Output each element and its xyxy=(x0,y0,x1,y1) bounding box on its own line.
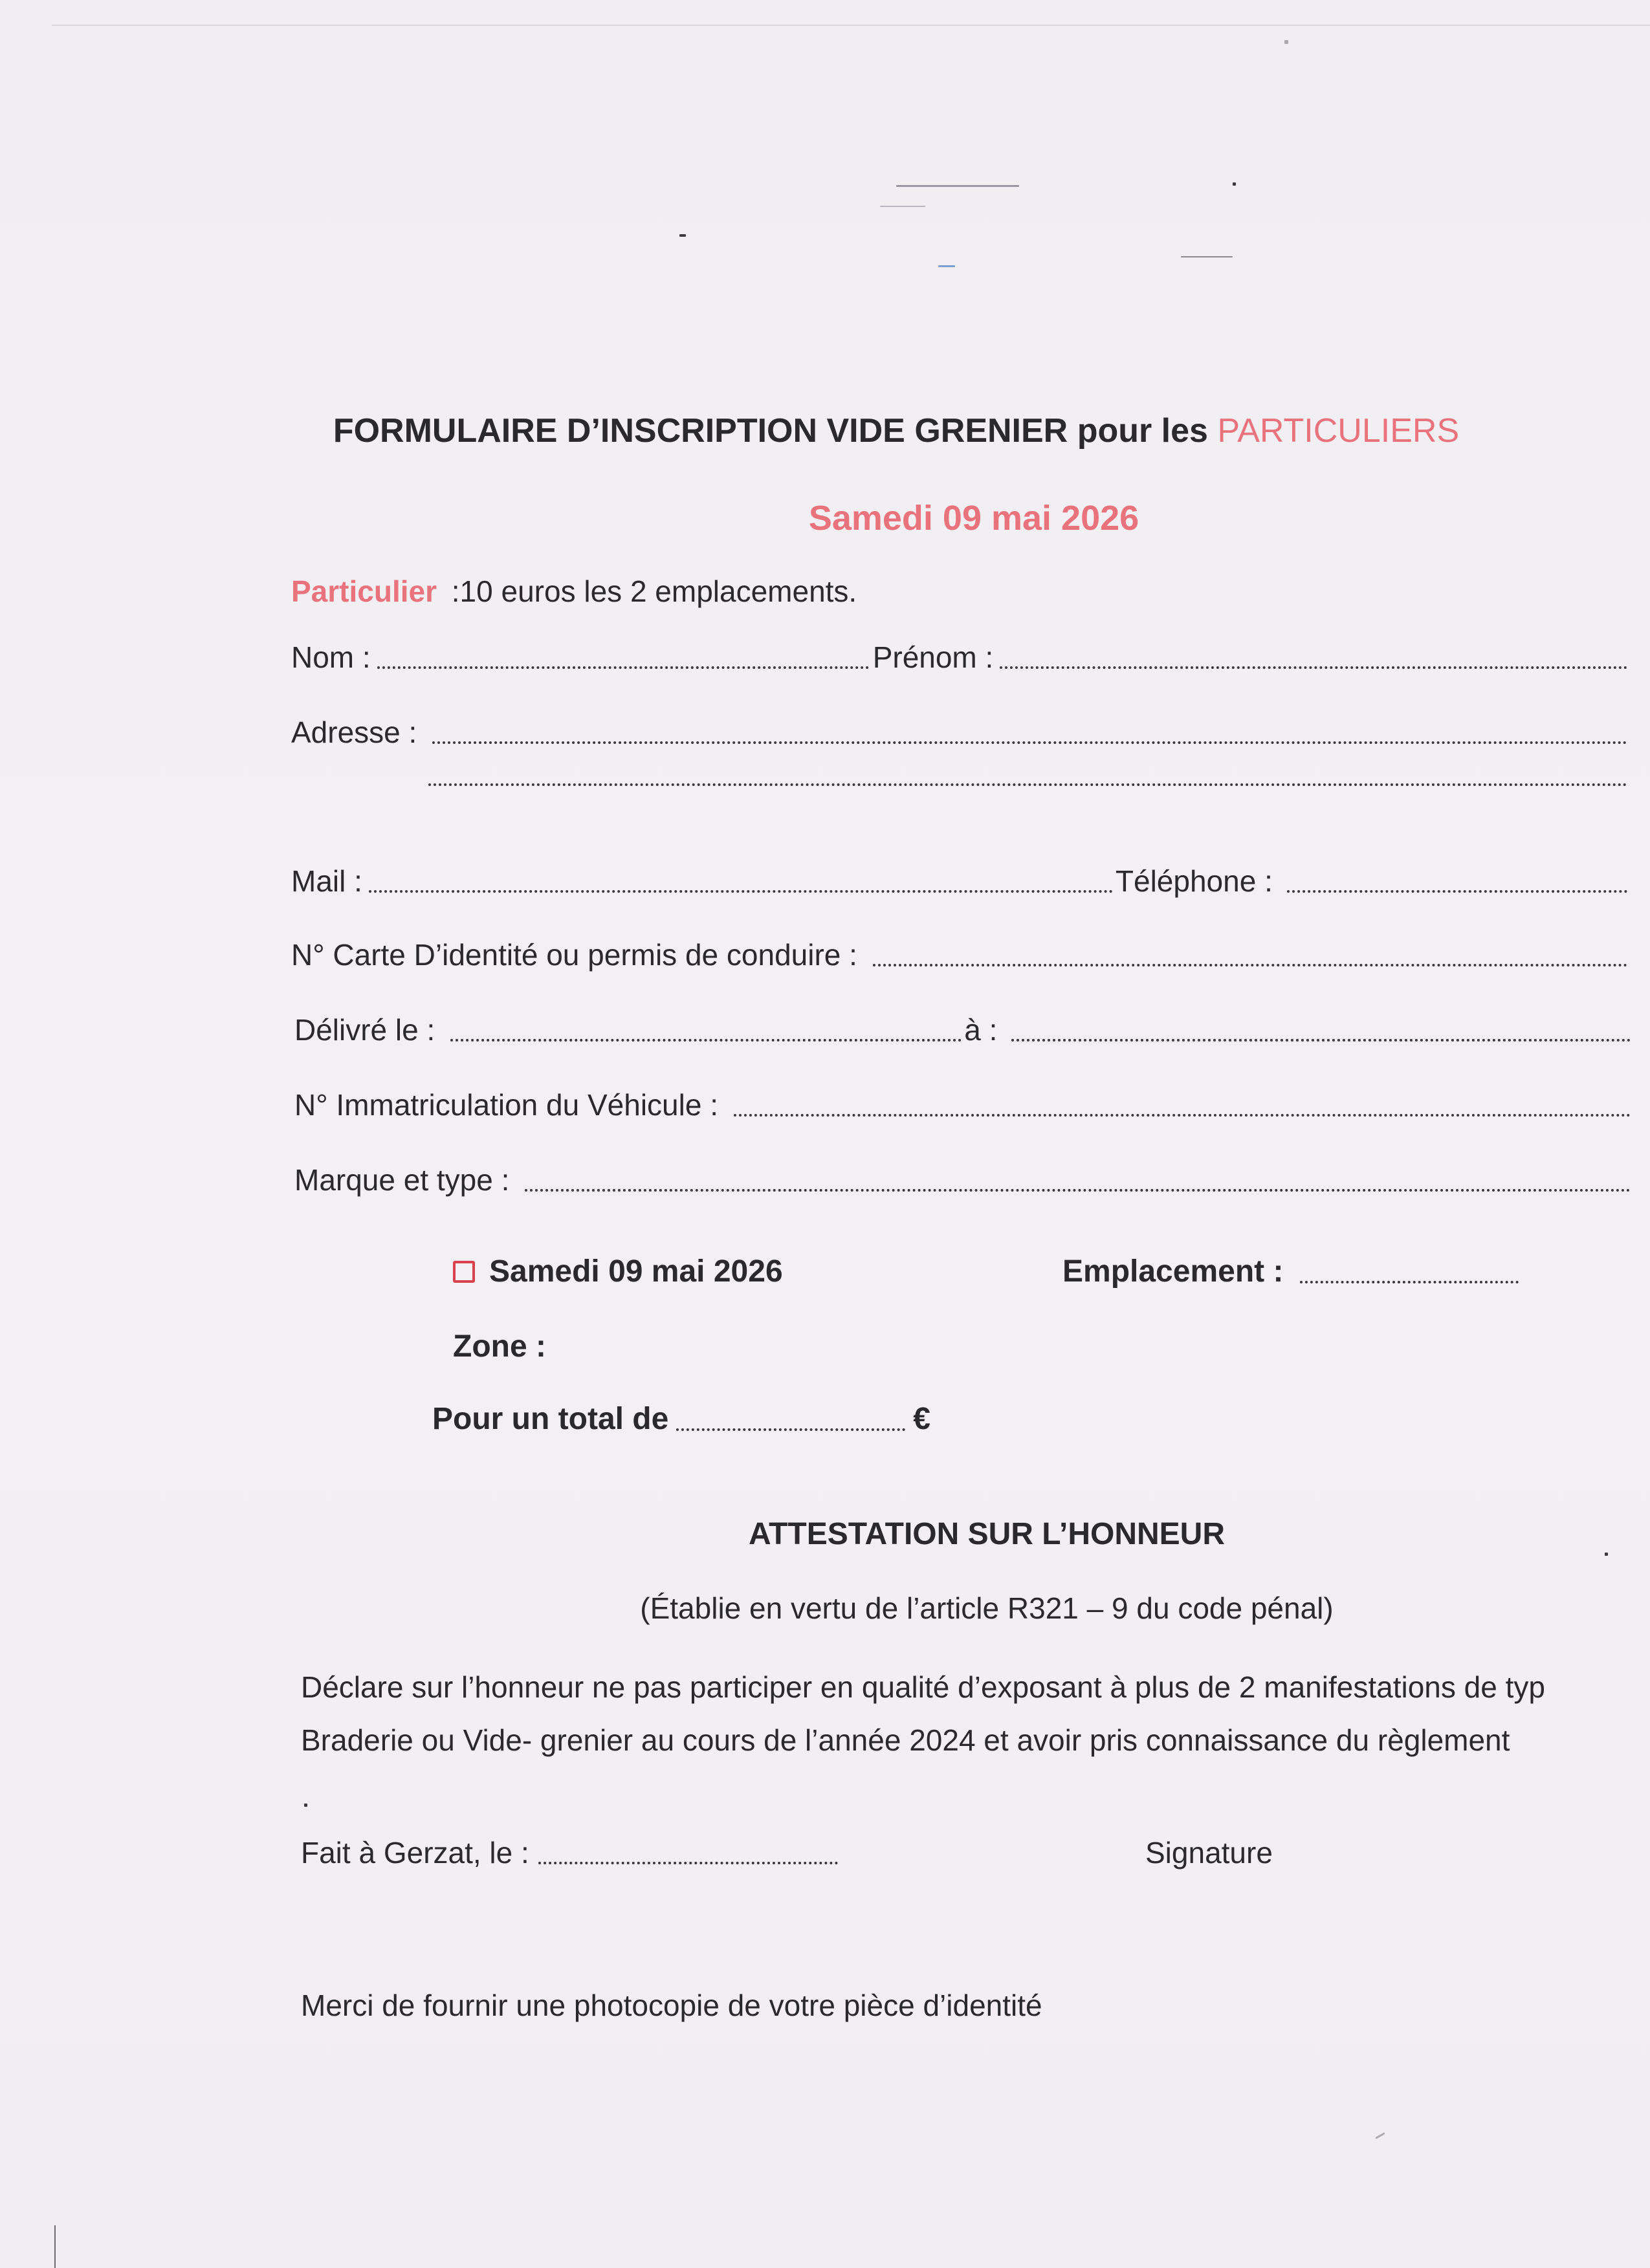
event-date-heading: Samedi 09 mai 2026 xyxy=(808,499,1139,538)
carte-row xyxy=(291,937,1627,973)
day-checkbox-icon[interactable] xyxy=(453,1261,475,1283)
carte-label: N° Carte D’identité ou permis de conduire : xyxy=(291,938,857,972)
scan-speck xyxy=(1375,2132,1385,2139)
prenom-field[interactable] xyxy=(1000,666,1627,669)
footer-note: Merci de fournir une photocopie de votre pièce d’identité xyxy=(301,1989,1042,2022)
immatriculation-field[interactable] xyxy=(734,1113,1631,1117)
marque-row xyxy=(294,1162,1631,1198)
adresse-field-line2[interactable] xyxy=(428,783,1627,786)
emplacement-label: Emplacement : xyxy=(1062,1254,1284,1289)
a-label: à : xyxy=(964,1013,998,1047)
day-option-label: Samedi 09 mai 2026 xyxy=(489,1254,783,1289)
scan-top-edge xyxy=(52,25,1650,26)
scan-speck xyxy=(880,206,925,207)
day-option[interactable] xyxy=(453,1254,783,1290)
form-title-main: FORMULAIRE D’INSCRIPTION VIDE GRENIER xyxy=(333,412,1068,450)
adresse-field-line1[interactable] xyxy=(432,741,1627,744)
scan-left-edge xyxy=(54,2225,56,2268)
prenom-label: Prénom : xyxy=(872,640,994,674)
pricing-text: :10 euros les 2 emplacements. xyxy=(451,574,857,608)
emplacement-field[interactable] xyxy=(1300,1280,1519,1283)
scan-speck xyxy=(1605,1553,1608,1556)
immatriculation-label: N° Immatriculation du Véhicule : xyxy=(294,1088,719,1122)
form-title-highlight: PARTICULIERS xyxy=(1217,412,1460,450)
fait-a-label: Fait à Gerzat, le : xyxy=(301,1836,529,1870)
nom-field[interactable] xyxy=(377,666,869,669)
telephone-label: Téléphone : xyxy=(1115,864,1273,898)
a-field[interactable] xyxy=(1011,1038,1631,1041)
pricing-line xyxy=(291,573,857,609)
scan-speck xyxy=(679,234,686,237)
mail-label: Mail : xyxy=(291,864,362,898)
attestation-title: ATTESTATION SUR L’HONNEUR xyxy=(749,1517,1225,1551)
nom-prenom-row xyxy=(291,639,1627,675)
adresse-row-2 xyxy=(428,783,1627,792)
fait-a-date-field[interactable] xyxy=(538,1861,838,1864)
mail-field[interactable] xyxy=(369,889,1113,893)
fait-a-row xyxy=(301,1835,838,1871)
telephone-field[interactable] xyxy=(1287,889,1627,893)
attestation-line-2: Braderie ou Vide- grenier au cours de l’année 2024 et avoir pris connaissance du règlement xyxy=(301,1723,1510,1757)
immatriculation-row xyxy=(294,1087,1631,1123)
total-row xyxy=(432,1401,930,1437)
attestation-subtitle: (Établie en vertu de l’article R321 – 9 du code pénal) xyxy=(640,1591,1334,1625)
mail-telephone-row xyxy=(291,863,1627,899)
total-field[interactable] xyxy=(676,1428,905,1431)
delivre-row xyxy=(294,1012,1631,1048)
scan-speck xyxy=(1284,40,1288,44)
nom-label: Nom : xyxy=(291,640,371,674)
marque-field[interactable] xyxy=(525,1188,1631,1192)
currency-symbol: € xyxy=(913,1402,930,1436)
carte-field[interactable] xyxy=(873,963,1627,966)
zone-label: Zone : xyxy=(453,1329,546,1364)
signature-label: Signature xyxy=(1145,1836,1273,1870)
form-title-pour: pour les xyxy=(1077,412,1208,450)
delivre-label: Délivré le : xyxy=(294,1013,435,1047)
adresse-label: Adresse : xyxy=(291,715,417,749)
scan-speck xyxy=(938,265,955,267)
scan-speck xyxy=(896,185,1019,187)
stray-dot xyxy=(304,1804,307,1807)
adresse-row xyxy=(291,714,1627,750)
form-title xyxy=(152,411,1640,450)
marque-label: Marque et type : xyxy=(294,1163,510,1197)
total-label: Pour un total de xyxy=(432,1402,669,1436)
attestation-line-1: Déclare sur l’honneur ne pas participer en qualité d’exposant à plus de 2 manifestations de typ xyxy=(301,1670,1545,1704)
delivre-field[interactable] xyxy=(450,1038,962,1041)
pricing-label: Particulier xyxy=(291,574,437,608)
scan-speck xyxy=(1181,256,1233,257)
scan-speck xyxy=(1233,182,1236,186)
emplacement-row xyxy=(1062,1254,1519,1290)
